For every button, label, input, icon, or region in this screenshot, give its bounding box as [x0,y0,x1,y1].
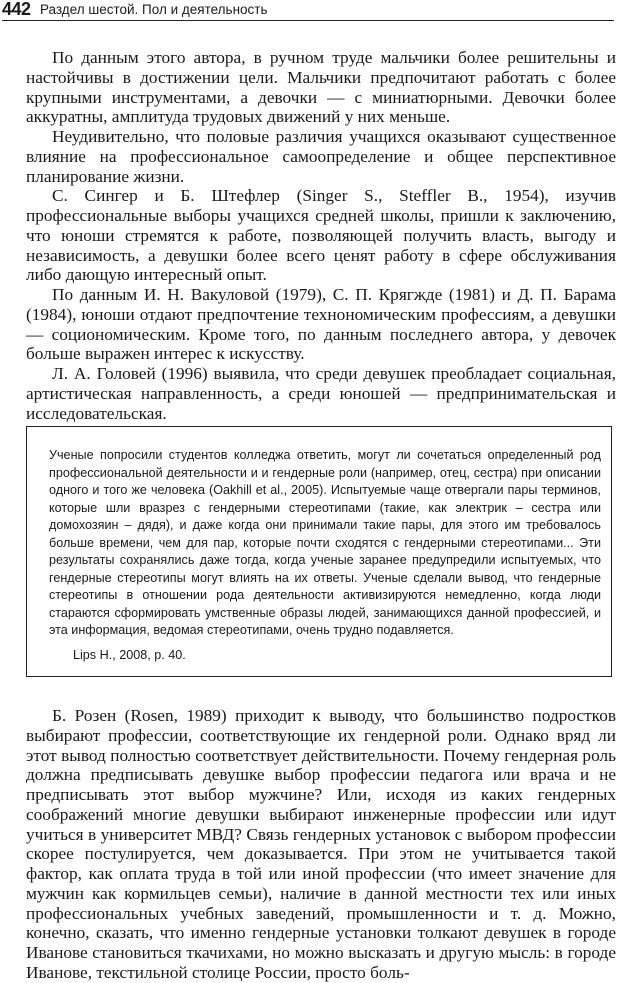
paragraph: С. Сингер и Б. Штефлер (Singer S., Steffler B., 1954), изучив профессиональные выборы учащихся средней школы, пришли к заключению, что юноши стремятся к работе, позволяющей получить власть, выгоду и независимость, а девушки более всего ценят работу в сфере обслуживания либо дающую интересный опыт. [26,186,616,285]
quote-box [26,426,612,677]
top-text-block [26,48,616,423]
paragraph: Б. Розен (Rosen, 1989) приходит к выводу, что большинство подростков выбирают профессии, соответствующие их гендерной роли. Однако вряд ли этот вывод полностью соответствует действительности. Почему гендерная роль должна предписывать девушке выбор профессии педагога или врача и не предписывать этот выбор мужчине? Или, исходя из каких гендерных соображений многие девушки выбирают инженерные профессии или идут учиться в университет МВД? Связь гендерных установок с выбором профессии скорее постулируется, чем доказывается. При этом не учитывается такой фактор, как оплата труда в той или иной профессии (что имеет значение для мужчин как кормильцев семьи), наличие в данной местности тех или иных профессиональных учебных заведений, промышленности и т. д. Можно, конечно, сказать, что именно гендерные установки толкают девушек в городе Иванове становиться ткачихами, но можно высказать и другую мысль: в городе Иванове, текстильной столице России, просто боль- [26,706,616,982]
running-title: Раздел шестой. Пол и деятельность [40,2,268,17]
paragraph: По данным И. Н. Вакуловой (1979), С. П. Крягжде (1981) и Д. П. Барама (1984), юноши отдают предпочтение технономическим профессиям, а девушки — социономическим. Кроме того, по данным последнего автора, у девочек больше выражен интерес к искусству. [26,285,616,364]
paragraph: Л. А. Головей (1996) выявила, что среди девушек преобладает социальная, артистическая направленность, а среди юношей — предпринимательская и исследовательская. [26,364,616,423]
paragraph: По данным этого автора, в ручном труде мальчики более решительны и настойчивы в достижении цели. Мальчики предпочитают работать с более крупными инструментами, а девочки — с миниатюрными. Девочки более аккуратны, амплитуда трудовых движений у них меньше. [26,48,616,127]
quote-text [49,447,601,640]
quote-paragraph: Ученые попросили студентов колледжа ответить, могут ли сочетаться определенный род профессиональной деятельности и и гендерные роли (например, отец, сестра) при описании одного и того же человека (Oakhill et al., 2005). Испытуемые чаще отвергали пары терминов, которые шли вразрез с гендерными стереотипами (такие, как электрик – сестра или домохозяин – дядя), и даже когда они принимали такие пары, для этого им требовалось больше времени, чем для пар, которые почти сходятся с гендерными стереотипами... Эти результаты сохранялись даже тогда, когда ученые заранее предупредили испытуемых, что гендерные стереотипы могут влиять на их ответы. Ученые сделали вывод, что гендерные стереотипы в отношении рода деятельности активизируются немедленно, когда люди стараются сформировать умственные образы людей, занимающихся данной профессией, и эта информация, ведомая стереотипами, очень трудно подавляется. [49,448,601,637]
bottom-text-block [26,706,616,983]
page-number: 442 [2,0,31,19]
paragraph: Неудивительно, что половые различия учащихся оказывают существенное влияние на профессиональное самоопределение и общее перспективное планирование жизни. [26,127,616,186]
quote-source: Lips H., 2008, p. 40. [73,648,186,662]
page-header [2,0,614,21]
